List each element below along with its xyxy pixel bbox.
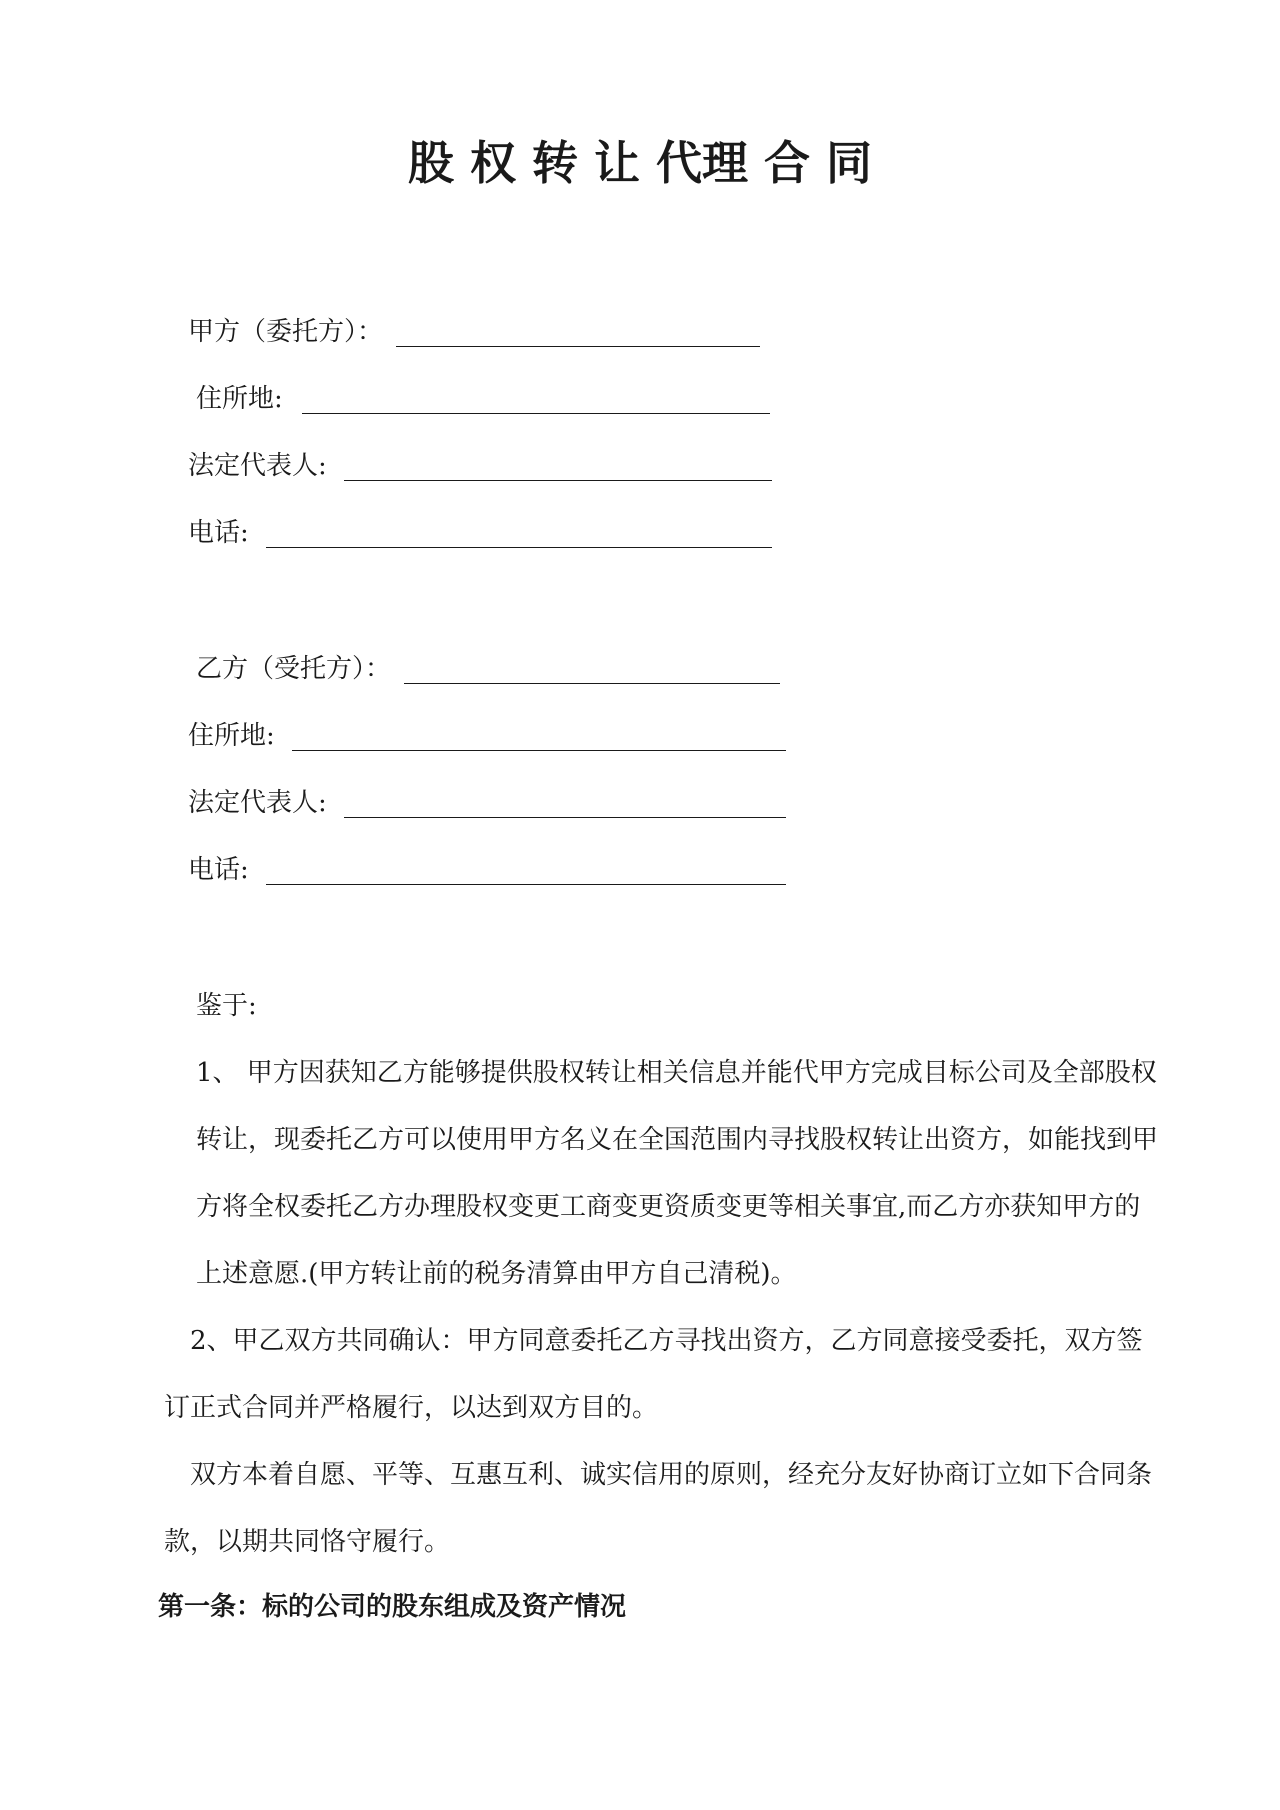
party-b-address-blank[interactable] xyxy=(292,750,786,751)
party-a-address-blank[interactable] xyxy=(302,413,770,414)
party-a-phone-blank[interactable] xyxy=(266,547,772,548)
party-b-name-label: 乙方（受托方）： xyxy=(196,654,392,684)
party-a-address-label: 住所地: xyxy=(196,384,283,414)
page-title: 股 权 转 让 代理 合 同 xyxy=(407,136,873,190)
party-a-address-field xyxy=(196,381,776,417)
article-1-heading: 第一条：标的公司的股东组成及资产情况 xyxy=(158,1592,627,1622)
party-a-representative-label: 法定代表人: xyxy=(188,451,327,481)
party-b-address-field xyxy=(188,718,788,754)
principle-line-2: 款，以期共同恪守履行。 xyxy=(164,1527,451,1557)
party-b-name-blank[interactable] xyxy=(404,683,780,684)
party-b-address-label: 住所地: xyxy=(188,721,275,751)
recital-1-line-4: 上述意愿.(甲方转让前的税务清算由甲方自己清税)。 xyxy=(196,1259,797,1289)
party-b-phone-blank[interactable] xyxy=(266,884,786,885)
party-a-name-label: 甲方（委托方）： xyxy=(188,317,384,347)
principle-line-1: 双方本着自愿、平等、互惠互利、诚实信用的原则，经充分友好协商订立如下合同条 xyxy=(190,1460,1153,1490)
party-b-representative-label: 法定代表人: xyxy=(188,788,327,818)
party-a-representative-field xyxy=(188,448,778,484)
recital-1-line-3: 方将全权委托乙方办理股权变更工商变更资质变更等相关事宜,而乙方亦获知甲方的 xyxy=(196,1192,1141,1222)
recital-2-line-1: 2、甲乙双方共同确认：甲方同意委托乙方寻找出资方，乙方同意接受委托，双方签 xyxy=(190,1326,1143,1356)
party-b-name-field xyxy=(196,651,786,687)
party-a-name-field xyxy=(188,314,768,350)
recital-2-line-2: 订正式合同并严格履行，以达到双方目的。 xyxy=(164,1393,659,1423)
recital-1-line-1: 1、 甲方因获知乙方能够提供股权转让相关信息并能代甲方完成目标公司及全部股权 xyxy=(196,1058,1157,1088)
party-b-phone-field xyxy=(188,852,788,888)
party-a-phone-label: 电话: xyxy=(188,518,249,548)
party-b-representative-blank[interactable] xyxy=(344,817,786,818)
recitals-intro: 鉴于: xyxy=(196,991,257,1021)
party-a-representative-blank[interactable] xyxy=(344,480,772,481)
party-a-name-blank[interactable] xyxy=(396,346,760,347)
recital-1-line-2: 转让，现委托乙方可以使用甲方名义在全国范围内寻找股权转让出资方，如能找到甲 xyxy=(196,1125,1159,1155)
party-a-phone-field xyxy=(188,515,778,551)
party-b-representative-field xyxy=(188,785,788,821)
party-b-phone-label: 电话: xyxy=(188,855,249,885)
